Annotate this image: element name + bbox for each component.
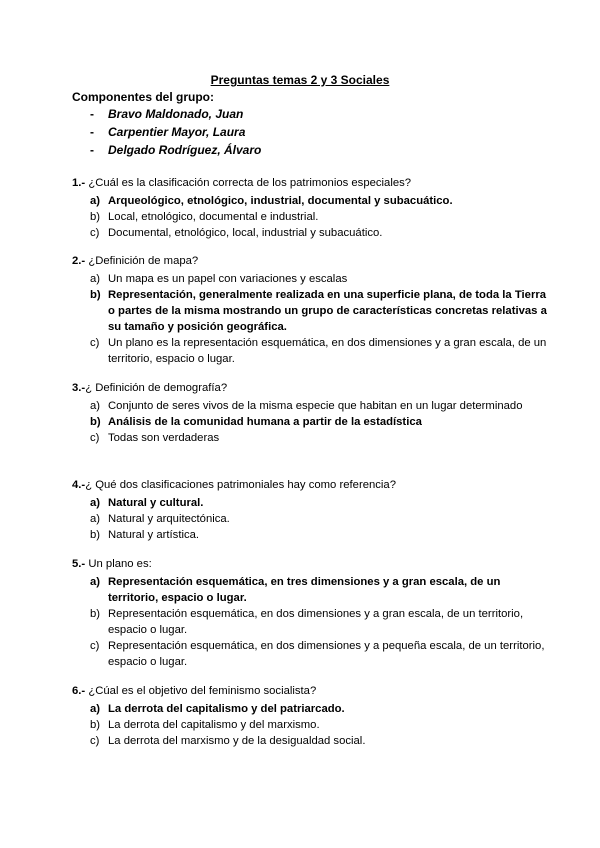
bullet-dash: - bbox=[90, 143, 94, 157]
option-letter: a) bbox=[90, 400, 101, 412]
option-text: Representación esquemática, en dos dimensiones y a pequeña escala, de un territorio, espacio o lugar. bbox=[108, 640, 545, 668]
option-letter: b) bbox=[90, 416, 101, 428]
member-name: Bravo Maldonado, Juan bbox=[108, 107, 244, 121]
question-text bbox=[72, 175, 552, 191]
question-prompt: ¿ Qué dos clasificaciones patrimoniales hay como referencia? bbox=[85, 479, 397, 491]
question-1 bbox=[72, 175, 552, 241]
question-prompt: Un plano es: bbox=[85, 558, 152, 570]
option-text: La derrota del capitalismo y del marxismo. bbox=[108, 719, 320, 731]
option-letter: c) bbox=[90, 227, 100, 239]
group-member bbox=[90, 124, 245, 140]
answer-option bbox=[72, 430, 550, 446]
option-letter: b) bbox=[90, 529, 101, 541]
question-6 bbox=[72, 683, 552, 749]
option-text: Natural y cultural. bbox=[108, 497, 204, 509]
option-letter: a) bbox=[90, 273, 101, 285]
option-text: Representación esquemática, en dos dimensiones y a gran escala, de un territorio, espacio o lugar. bbox=[108, 608, 524, 636]
question-text bbox=[72, 477, 552, 493]
question-text bbox=[72, 683, 552, 699]
option-letter: b) bbox=[90, 211, 101, 223]
answer-option bbox=[72, 733, 550, 749]
option-letter: a) bbox=[90, 513, 101, 525]
option-text: Representación esquemática, en tres dimensiones y a gran escala, de un territorio, espacio o lugar. bbox=[108, 576, 501, 604]
option-letter: b) bbox=[90, 289, 101, 301]
answer-option bbox=[72, 287, 550, 335]
option-text: Local, etnológico, documental e industrial. bbox=[108, 211, 319, 223]
option-letter: a) bbox=[90, 576, 101, 588]
option-text: Natural y arquitectónica. bbox=[108, 513, 230, 525]
question-number: 4.- bbox=[72, 479, 86, 491]
question-number: 6.- bbox=[72, 685, 86, 697]
option-text: Natural y artística. bbox=[108, 529, 200, 541]
question-number: 5.- bbox=[72, 558, 86, 570]
answer-option bbox=[72, 511, 550, 527]
option-text: Análisis de la comunidad humana a partir de la estadística bbox=[108, 416, 422, 428]
answer-option bbox=[72, 638, 550, 670]
answer-option bbox=[72, 606, 550, 638]
option-letter: c) bbox=[90, 432, 100, 444]
question-text bbox=[72, 380, 552, 396]
question-3 bbox=[72, 380, 552, 446]
question-2 bbox=[72, 253, 552, 367]
answer-option bbox=[72, 398, 550, 414]
option-text: Un plano es la representación esquemática, en dos dimensiones y a gran escala, de un territorio, espacio o lugar. bbox=[108, 337, 547, 365]
bullet-dash: - bbox=[90, 107, 94, 121]
answer-option bbox=[72, 209, 550, 225]
option-letter: b) bbox=[90, 719, 101, 731]
answer-option bbox=[72, 335, 550, 367]
question-5 bbox=[72, 556, 552, 670]
option-letter: a) bbox=[90, 703, 101, 715]
answer-option bbox=[72, 193, 550, 209]
option-letter: c) bbox=[90, 337, 100, 349]
option-letter: c) bbox=[90, 640, 100, 652]
answer-option bbox=[72, 574, 550, 606]
option-text: Conjunto de seres vivos de la misma especie que habitan en un lugar determinado bbox=[108, 400, 523, 412]
member-name: Carpentier Mayor, Laura bbox=[108, 125, 246, 139]
bullet-dash: - bbox=[90, 125, 94, 139]
question-prompt: ¿Cuál es la clasificación correcta de los patrimonios especiales? bbox=[85, 177, 412, 189]
option-letter: b) bbox=[90, 608, 101, 620]
option-text: Un mapa es un papel con variaciones y escalas bbox=[108, 273, 348, 285]
question-number: 1.- bbox=[72, 177, 86, 189]
question-prompt: ¿Definición de mapa? bbox=[85, 255, 199, 267]
page-title: Preguntas temas 2 y 3 Sociales bbox=[210, 73, 390, 87]
question-number: 3.- bbox=[72, 382, 86, 394]
answer-option bbox=[72, 701, 550, 717]
option-text: Todas son verdaderas bbox=[108, 432, 220, 444]
group-heading: Componentes del grupo: bbox=[72, 90, 214, 104]
question-number: 2.- bbox=[72, 255, 86, 267]
option-text: Documental, etnológico, local, industrial y subacuático. bbox=[108, 227, 383, 239]
question-prompt: ¿ Definición de demografía? bbox=[85, 382, 228, 394]
option-letter: c) bbox=[90, 735, 100, 747]
answer-option bbox=[72, 527, 550, 543]
option-text: Arqueológico, etnológico, industrial, documental y subacuático. bbox=[108, 195, 453, 207]
member-name: Delgado Rodríguez, Álvaro bbox=[108, 143, 262, 157]
answer-option bbox=[72, 717, 550, 733]
answer-option bbox=[72, 225, 550, 241]
question-4 bbox=[72, 477, 552, 543]
question-text bbox=[72, 253, 552, 269]
question-text bbox=[72, 556, 552, 572]
option-text: La derrota del capitalismo y del patriarcado. bbox=[108, 703, 345, 715]
option-text: La derrota del marxismo y de la desigualdad social. bbox=[108, 735, 366, 747]
option-text: Representación, generalmente realizada en una superficie plana, de toda la Tierra o partes de la misma mostrando un grupo de características concretas relativas a su tamaño y posición geográfica. bbox=[108, 289, 547, 333]
question-prompt: ¿Cúal es el objetivo del feminismo socialista? bbox=[85, 685, 317, 697]
group-member bbox=[90, 106, 243, 122]
option-letter: a) bbox=[90, 497, 101, 509]
answer-option bbox=[72, 271, 550, 287]
answer-option bbox=[72, 495, 550, 511]
group-member bbox=[90, 142, 261, 158]
option-letter: a) bbox=[90, 195, 101, 207]
answer-option bbox=[72, 414, 550, 430]
